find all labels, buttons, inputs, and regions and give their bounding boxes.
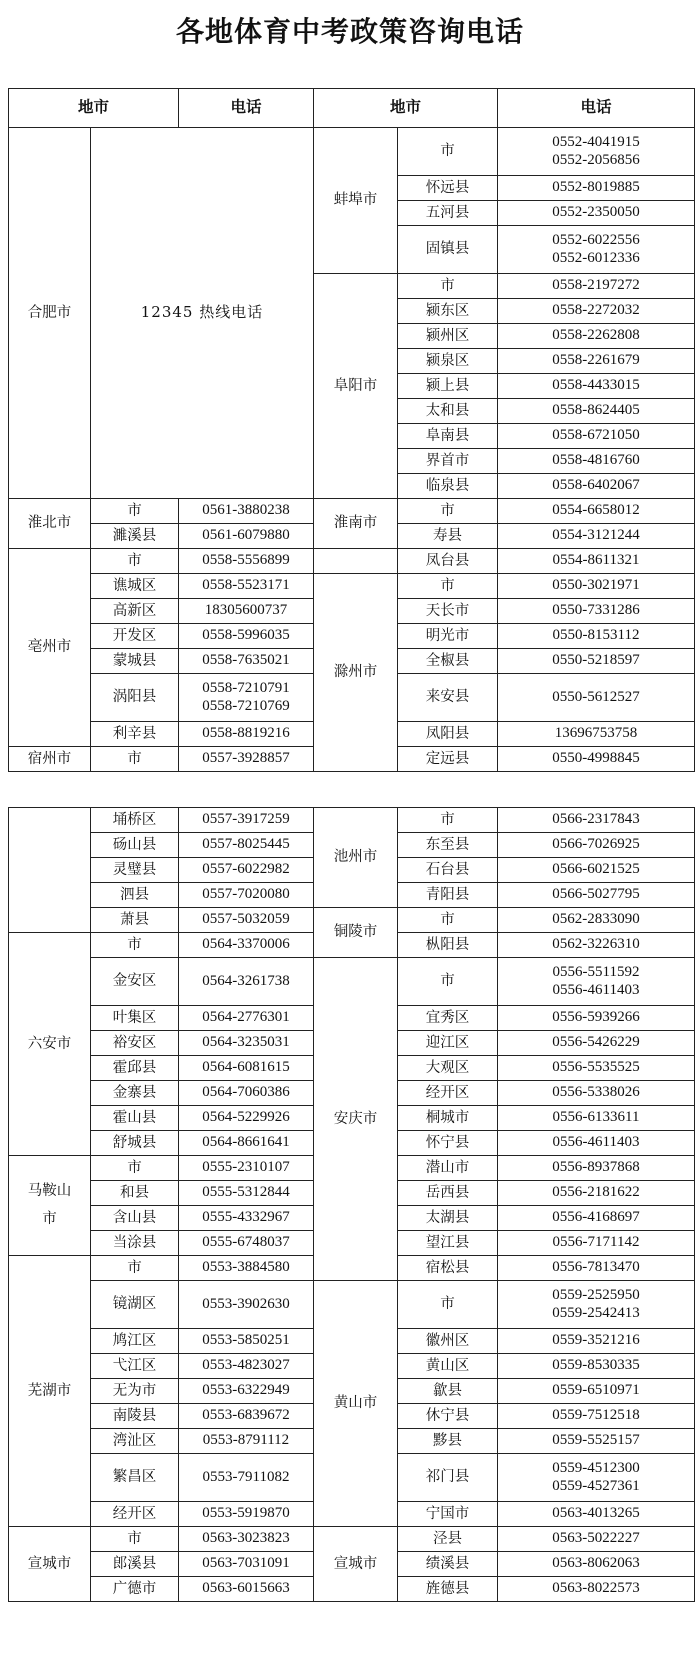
area-cell: 市 <box>398 908 498 933</box>
area-cell: 宁国市 <box>398 1502 498 1527</box>
phone-cell: 0558-5523171 <box>179 574 314 599</box>
phone-cell: 0553-4823027 <box>179 1354 314 1379</box>
area-cell: 固镇县 <box>398 226 498 274</box>
phone-cell: 0553-8791112 <box>179 1429 314 1454</box>
phone-cell: 0553-7911082 <box>179 1454 314 1502</box>
area-cell: 市 <box>91 933 179 958</box>
phone-cell: 0555-6748037 <box>179 1231 314 1256</box>
phone-number: 0552-6012336 <box>552 249 640 266</box>
area-cell: 湾沚区 <box>91 1429 179 1454</box>
phone-cell: 0562-2833090 <box>498 908 695 933</box>
phone-cell: 0558-2197272 <box>498 274 695 299</box>
phone-cell: 0558-5556899 <box>179 549 314 574</box>
table-row <box>9 808 695 833</box>
area-cell: 砀山县 <box>91 833 179 858</box>
area-cell: 桐城市 <box>398 1106 498 1131</box>
area-cell: 颍上县 <box>398 374 498 399</box>
phone-cell: 0558-4816760 <box>498 449 695 474</box>
phone-cell: 0553-3902630 <box>179 1281 314 1329</box>
phone-cell: 0559-6510971 <box>498 1379 695 1404</box>
phone-cell: 0564-3261738 <box>179 958 314 1006</box>
area-cell: 高新区 <box>91 599 179 624</box>
phone-cell: 0559-3521216 <box>498 1329 695 1354</box>
table-header-row <box>9 89 695 128</box>
phone-cell: 0564-6081615 <box>179 1056 314 1081</box>
area-cell: 徽州区 <box>398 1329 498 1354</box>
hotline-cell: 12345 热线电话 <box>91 128 314 499</box>
phone-cell: 0561-3880238 <box>179 499 314 524</box>
city-cell: 黄山市 <box>314 1281 398 1527</box>
phone-cell: 0559-8530335 <box>498 1354 695 1379</box>
city-cell: 芜湖市 <box>9 1256 91 1527</box>
area-cell: 定远县 <box>398 747 498 772</box>
city-cell: 蚌埠市 <box>314 128 398 274</box>
phone-cell: 13696753758 <box>498 722 695 747</box>
city-cell: 亳州市 <box>9 549 91 747</box>
area-cell: 青阳县 <box>398 883 498 908</box>
city-cell: 安庆市 <box>314 958 398 1281</box>
area-cell: 颍州区 <box>398 324 498 349</box>
table-row <box>9 958 695 1006</box>
table-row <box>9 128 695 176</box>
area-cell: 市 <box>91 1527 179 1552</box>
area-cell: 凤阳县 <box>398 722 498 747</box>
phone-cell: 0561-6079880 <box>179 524 314 549</box>
phone-cell: 0554-6658012 <box>498 499 695 524</box>
phone-number: 0552-6022556 <box>552 232 640 249</box>
phone-cell: 0563-3023823 <box>179 1527 314 1552</box>
area-cell: 镜湖区 <box>91 1281 179 1329</box>
phone-cell: 0554-8611321 <box>498 549 695 574</box>
phone-cell <box>179 674 314 722</box>
phone-cell: 0563-4013265 <box>498 1502 695 1527</box>
area-cell: 太湖县 <box>398 1206 498 1231</box>
area-cell: 怀宁县 <box>398 1131 498 1156</box>
phone-cell: 0556-5338026 <box>498 1081 695 1106</box>
area-cell: 市 <box>398 958 498 1006</box>
area-cell: 郎溪县 <box>91 1552 179 1577</box>
phone-cell: 0566-6021525 <box>498 858 695 883</box>
area-cell: 旌德县 <box>398 1577 498 1602</box>
area-cell: 界首市 <box>398 449 498 474</box>
area-cell: 舒城县 <box>91 1131 179 1156</box>
area-cell: 祁门县 <box>398 1454 498 1502</box>
area-cell: 迎江区 <box>398 1031 498 1056</box>
phone-cell: 0558-4433015 <box>498 374 695 399</box>
phone-cell: 0550-8153112 <box>498 624 695 649</box>
phone-number: 0559-2525950 <box>552 1287 640 1304</box>
phone-cell: 0563-8022573 <box>498 1577 695 1602</box>
phone-cell <box>498 1281 695 1329</box>
phone-cell: 0555-5312844 <box>179 1181 314 1206</box>
area-cell: 无为市 <box>91 1379 179 1404</box>
area-cell: 东至县 <box>398 833 498 858</box>
phone-cell: 0564-2776301 <box>179 1006 314 1031</box>
phone-cell: 0564-8661641 <box>179 1131 314 1156</box>
phone-cell: 0564-7060386 <box>179 1081 314 1106</box>
area-cell: 南陵县 <box>91 1404 179 1429</box>
city-name-line: 马鞍山 <box>27 1182 72 1199</box>
phone-cell: 0553-6839672 <box>179 1404 314 1429</box>
area-cell: 弋江区 <box>91 1354 179 1379</box>
area-cell: 颍东区 <box>398 299 498 324</box>
phone-cell: 0557-3917259 <box>179 808 314 833</box>
area-cell: 绩溪县 <box>398 1552 498 1577</box>
phone-cell: 0556-5426229 <box>498 1031 695 1056</box>
area-cell: 黄山区 <box>398 1354 498 1379</box>
area-cell: 市 <box>398 808 498 833</box>
area-cell: 萧县 <box>91 908 179 933</box>
area-cell: 潜山市 <box>398 1156 498 1181</box>
area-cell: 当涂县 <box>91 1231 179 1256</box>
city-cell: 铜陵市 <box>314 908 398 958</box>
phone-cell: 0552-8019885 <box>498 176 695 201</box>
phone-cell: 0555-2310107 <box>179 1156 314 1181</box>
header-phone-right: 电话 <box>498 89 695 128</box>
area-cell: 市 <box>91 1256 179 1281</box>
city-cell: 宣城市 <box>9 1527 91 1602</box>
phone-number: 0559-2542413 <box>552 1304 640 1321</box>
phone-cell: 0562-3226310 <box>498 933 695 958</box>
phone-cell: 0564-3370006 <box>179 933 314 958</box>
phone-cell: 0550-5218597 <box>498 649 695 674</box>
phone-cell: 0557-8025445 <box>179 833 314 858</box>
phone-cell: 0558-5996035 <box>179 624 314 649</box>
area-cell: 叶集区 <box>91 1006 179 1031</box>
phone-cell: 0556-5535525 <box>498 1056 695 1081</box>
phone-cell: 0563-8062063 <box>498 1552 695 1577</box>
area-cell: 蒙城县 <box>91 649 179 674</box>
page-title: 各地体育中考政策咨询电话 <box>175 15 524 48</box>
area-cell: 全椒县 <box>398 649 498 674</box>
area-cell: 霍山县 <box>91 1106 179 1131</box>
phone-cell: 0558-6721050 <box>498 424 695 449</box>
phone-cell <box>498 128 695 176</box>
city-cell: 池州市 <box>314 808 398 908</box>
phone-cell: 0556-7171142 <box>498 1231 695 1256</box>
phone-cell: 0552-2350050 <box>498 201 695 226</box>
phone-cell: 0564-3235031 <box>179 1031 314 1056</box>
area-cell: 市 <box>91 549 179 574</box>
phone-number: 0556-5511592 <box>552 964 640 981</box>
phone-cell <box>498 226 695 274</box>
phone-number: 0559-4527361 <box>552 1477 640 1494</box>
city-cell: 合肥市 <box>9 128 91 499</box>
phone-number: 0559-4512300 <box>552 1460 640 1477</box>
phone-cell: 0559-5525157 <box>498 1429 695 1454</box>
phone-cell: 0558-7635021 <box>179 649 314 674</box>
area-cell: 广德市 <box>91 1577 179 1602</box>
area-cell: 临泉县 <box>398 474 498 499</box>
area-cell: 泾县 <box>398 1527 498 1552</box>
area-cell: 利辛县 <box>91 722 179 747</box>
area-cell: 鸠江区 <box>91 1329 179 1354</box>
header-region-right: 地市 <box>314 89 498 128</box>
phone-cell: 0550-3021971 <box>498 574 695 599</box>
phone-cell: 0563-5022227 <box>498 1527 695 1552</box>
area-cell: 霍邱县 <box>91 1056 179 1081</box>
area-cell: 枞阳县 <box>398 933 498 958</box>
phone-cell: 0559-7512518 <box>498 1404 695 1429</box>
table-row <box>9 574 695 599</box>
area-cell: 阜南县 <box>398 424 498 449</box>
area-cell: 市 <box>398 128 498 176</box>
area-cell: 经开区 <box>91 1502 179 1527</box>
city-cell: 宿州市 <box>9 747 91 772</box>
phone-table-part-2 <box>8 807 695 1602</box>
phone-cell: 0556-2181622 <box>498 1181 695 1206</box>
area-cell: 明光市 <box>398 624 498 649</box>
area-cell: 埇桥区 <box>91 808 179 833</box>
area-cell: 寿县 <box>398 524 498 549</box>
phone-cell: 0557-5032059 <box>179 908 314 933</box>
area-cell: 颍泉区 <box>398 349 498 374</box>
area-cell: 石台县 <box>398 858 498 883</box>
city-name-line: 市 <box>42 1210 57 1227</box>
phone-cell: 0556-5939266 <box>498 1006 695 1031</box>
phone-cell: 0553-3884580 <box>179 1256 314 1281</box>
phone-cell: 0557-3928857 <box>179 747 314 772</box>
city-cell: 六安市 <box>9 933 91 1156</box>
phone-cell: 0556-7813470 <box>498 1256 695 1281</box>
phone-cell: 0564-5229926 <box>179 1106 314 1131</box>
phone-cell: 0558-6402067 <box>498 474 695 499</box>
area-cell: 天长市 <box>398 599 498 624</box>
city-cell <box>9 1156 91 1256</box>
area-cell: 金寨县 <box>91 1081 179 1106</box>
area-cell: 濉溪县 <box>91 524 179 549</box>
area-cell: 宜秀区 <box>398 1006 498 1031</box>
city-cell-continued <box>9 808 91 933</box>
area-cell: 金安区 <box>91 958 179 1006</box>
phone-number: 0558-7210791 <box>202 680 290 697</box>
area-cell: 市 <box>398 274 498 299</box>
city-cell: 宣城市 <box>314 1527 398 1602</box>
area-cell: 裕安区 <box>91 1031 179 1056</box>
phone-cell: 0558-8819216 <box>179 722 314 747</box>
table-row <box>9 908 695 933</box>
table-row <box>9 1527 695 1552</box>
area-cell: 来安县 <box>398 674 498 722</box>
area-cell: 泗县 <box>91 883 179 908</box>
area-cell: 经开区 <box>398 1081 498 1106</box>
phone-cell: 0563-6015663 <box>179 1577 314 1602</box>
city-cell: 淮北市 <box>9 499 91 549</box>
phone-cell: 0555-4332967 <box>179 1206 314 1231</box>
phone-number: 0552-4041915 <box>552 134 640 151</box>
city-cell: 阜阳市 <box>314 274 398 499</box>
area-cell: 市 <box>398 1281 498 1329</box>
phone-cell: 0566-5027795 <box>498 883 695 908</box>
phone-cell: 0558-8624405 <box>498 399 695 424</box>
phone-cell: 0566-2317843 <box>498 808 695 833</box>
phone-number: 0558-7210769 <box>202 697 290 714</box>
table-row <box>9 499 695 524</box>
area-cell: 歙县 <box>398 1379 498 1404</box>
area-cell: 怀远县 <box>398 176 498 201</box>
phone-number: 0556-4611403 <box>552 981 640 998</box>
phone-cell: 0556-4168697 <box>498 1206 695 1231</box>
city-cell: 淮南市 <box>314 499 398 549</box>
phone-cell <box>498 1454 695 1502</box>
city-cell: 滁州市 <box>314 574 398 772</box>
area-cell: 市 <box>91 1156 179 1181</box>
phone-cell: 0550-5612527 <box>498 674 695 722</box>
phone-cell: 0553-5919870 <box>179 1502 314 1527</box>
phone-cell: 0558-2272032 <box>498 299 695 324</box>
area-cell: 市 <box>91 499 179 524</box>
area-cell: 太和县 <box>398 399 498 424</box>
phone-cell: 0556-6133611 <box>498 1106 695 1131</box>
phone-cell: 0563-7031091 <box>179 1552 314 1577</box>
area-cell: 涡阳县 <box>91 674 179 722</box>
area-cell: 大观区 <box>398 1056 498 1081</box>
phone-cell: 0558-2262808 <box>498 324 695 349</box>
phone-cell <box>498 958 695 1006</box>
phone-cell: 18305600737 <box>179 599 314 624</box>
phone-cell: 0553-6322949 <box>179 1379 314 1404</box>
table-row <box>9 549 695 574</box>
phone-cell: 0557-7020080 <box>179 883 314 908</box>
header-phone-left: 电话 <box>179 89 314 128</box>
phone-cell: 0557-6022982 <box>179 858 314 883</box>
area-cell: 市 <box>398 574 498 599</box>
phone-cell: 0556-4611403 <box>498 1131 695 1156</box>
phone-number: 0552-2056856 <box>552 151 640 168</box>
area-cell: 望江县 <box>398 1231 498 1256</box>
area-cell: 谯城区 <box>91 574 179 599</box>
area-cell: 市 <box>91 747 179 772</box>
phone-cell: 0556-8937868 <box>498 1156 695 1181</box>
phone-table-part-1 <box>8 88 695 772</box>
area-cell: 繁昌区 <box>91 1454 179 1502</box>
area-cell: 黟县 <box>398 1429 498 1454</box>
phone-cell: 0553-5850251 <box>179 1329 314 1354</box>
area-cell: 市 <box>398 499 498 524</box>
header-region-left: 地市 <box>9 89 179 128</box>
area-cell: 灵璧县 <box>91 858 179 883</box>
area-cell: 休宁县 <box>398 1404 498 1429</box>
area-cell: 五河县 <box>398 201 498 226</box>
area-cell: 含山县 <box>91 1206 179 1231</box>
phone-cell: 0554-3121244 <box>498 524 695 549</box>
area-cell: 凤台县 <box>398 549 498 574</box>
phone-cell: 0566-7026925 <box>498 833 695 858</box>
area-cell: 宿松县 <box>398 1256 498 1281</box>
table-row <box>9 1281 695 1329</box>
area-cell: 岳西县 <box>398 1181 498 1206</box>
phone-cell: 0558-2261679 <box>498 349 695 374</box>
area-cell: 开发区 <box>91 624 179 649</box>
phone-cell: 0550-4998845 <box>498 747 695 772</box>
area-cell: 和县 <box>91 1181 179 1206</box>
city-cell-empty <box>314 549 398 574</box>
phone-cell: 0550-7331286 <box>498 599 695 624</box>
